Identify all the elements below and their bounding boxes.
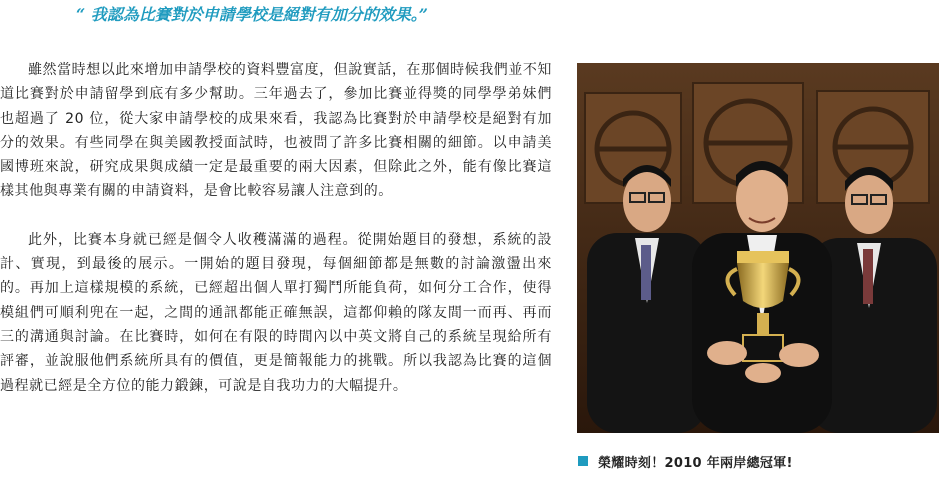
team-trophy-photo <box>577 63 939 433</box>
pull-quote: “ 我認為比賽對於申請學校是絕對有加分的效果。” <box>76 5 428 24</box>
caption-text: 榮耀時刻！2010 年兩岸總冠軍! <box>598 455 793 471</box>
square-bullet-icon <box>578 456 588 466</box>
paragraph-1: 雖然當時想以此來增加申請學校的資料豐富度，但說實話，在那個時候我們並不知道比賽對於申請留學到底有多少幫助。三年過去了，參加比賽並得獎的同學學弟妹們也超過了 20 位，從大家申請學校的成果來看，我認為比賽對於申請學校是絕對有加分的效果。有些同學在與美國教授面試時，也被問了許多比賽相關的細節。以申請美國博班來說，研究成果與成績一定是最重要的兩大因素，但除此之外，能有像比賽這樣其他與專業有關的申請資料，是會比較容易讓人注意到的。 <box>0 62 552 200</box>
photo-caption <box>578 452 793 470</box>
photo-illustration <box>577 63 939 433</box>
paragraph-2: 此外，比賽本身就已經是個令人收穫滿滿的過程。從開始題目的發想，系統的設計、實現，到最後的展示。一開始的題目發現，每個細節都是無數的討論激盪出來的。再加上這樣規模的系統，已經超出個人單打獨鬥所能負荷，如何分工合作，使得模組們可順利兜在一起，之間的通訊都能正確無誤，這都仰賴的隊友間一而再、再而三的溝通與討論。在比賽時，如何在有限的時間內以中英文將自己的系統呈現給所有評審，並說服他們系統所具有的價值，更是簡報能力的挑戰。所以我認為比賽的這個過程就已經是全方位的能力鍛鍊，可說是自我功力的大幅提升。 <box>0 231 552 394</box>
article-body <box>0 58 552 398</box>
